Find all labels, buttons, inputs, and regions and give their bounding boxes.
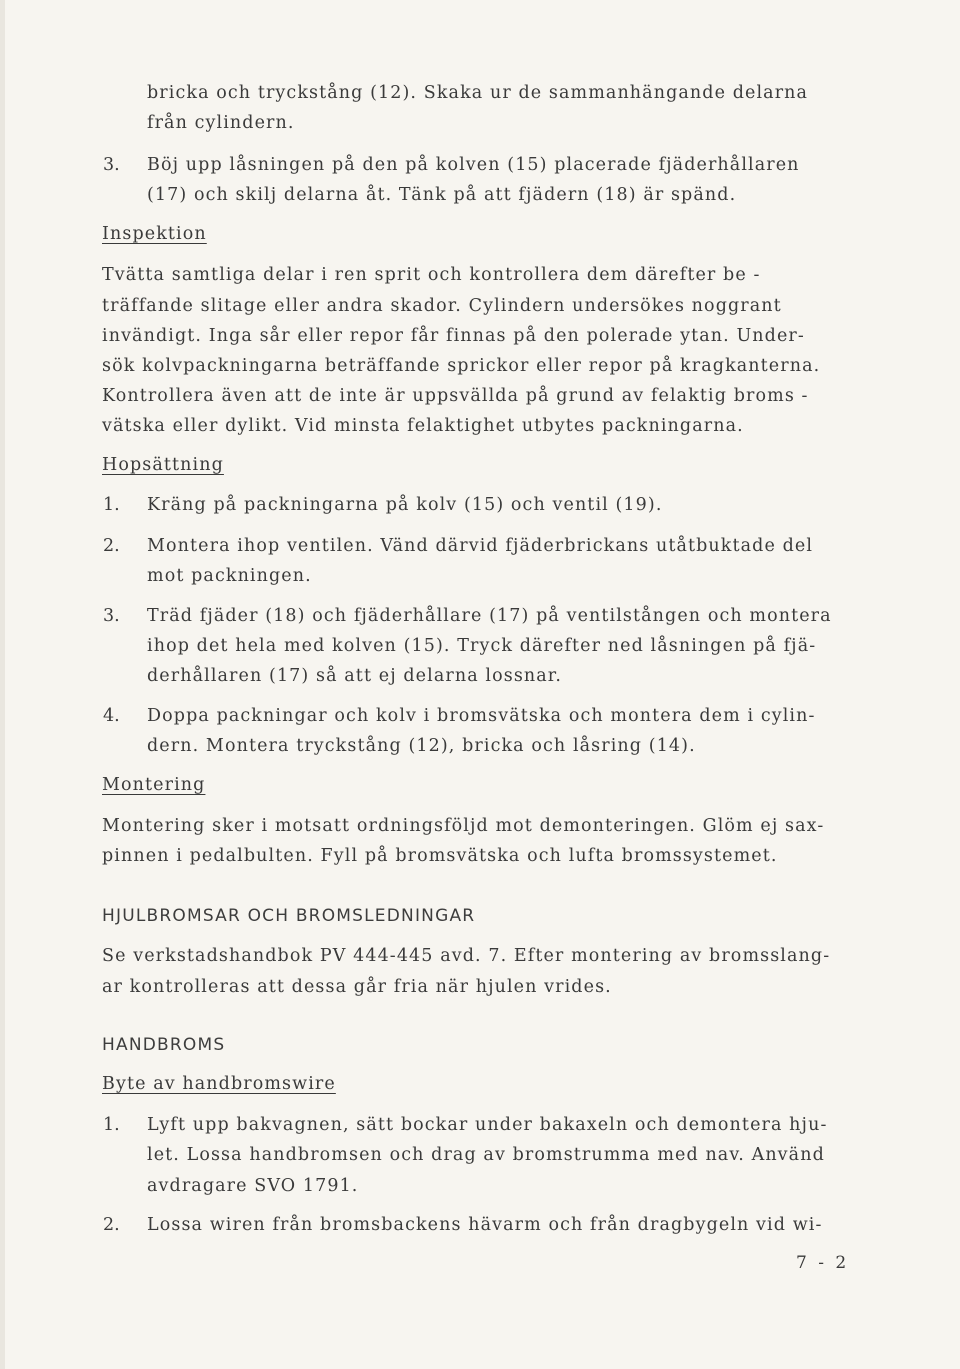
page-edge	[0, 0, 5, 1369]
list-number: 1.	[103, 495, 120, 515]
paragraph-line: Tvätta samtliga delar i ren sprit och kontrollera dem därefter be -	[102, 265, 761, 285]
paragraph-line: Se verkstadshandbok PV 444-445 avd. 7. Efter montering av bromsslang-	[102, 946, 831, 966]
list-item-line: Böj upp låsningen på den på kolven (15) placerade fjäderhållaren	[147, 155, 800, 175]
list-item-line: (17) och skilj delarna åt. Tänk på att fjädern (18) är spänd.	[147, 185, 737, 205]
list-number: 2.	[103, 536, 120, 556]
paragraph-line: pinnen i pedalbulten. Fyll på bromsvätska och lufta bromssystemet.	[102, 846, 778, 866]
paragraph-line: träffande slitage eller andra skador. Cylindern undersökes noggrant	[102, 296, 782, 316]
paragraph-line: från cylindern.	[147, 113, 295, 133]
list-item-line: Träd fjäder (18) och fjäderhållare (17) på ventilstången och montera	[147, 606, 832, 626]
paragraph-line: Montering sker i motsatt ordningsföljd mot demonteringen. Glöm ej sax-	[102, 816, 825, 836]
list-item-line: Montera ihop ventilen. Vänd därvid fjäderbrickans utåtbuktade del	[147, 536, 814, 556]
section-heading-hjulbromsar: HJULBROMSAR OCH BROMSLEDNINGAR	[102, 906, 476, 926]
subsection-heading-byte-av-handbromswire: Byte av handbromswire	[102, 1074, 336, 1094]
list-item-line: Lossa wiren från bromsbackens hävarm och från dragbygeln vid wi-	[147, 1215, 823, 1235]
section-heading-inspektion: Inspektion	[102, 224, 207, 244]
paragraph-line: vätska eller dylikt. Vid minsta felaktighet utbytes packningarna.	[102, 416, 744, 436]
list-item-line: avdragare SVO 1791.	[147, 1176, 359, 1196]
paragraph-line: invändigt. Inga sår eller repor får finnas på den polerade ytan. Under-	[102, 326, 805, 346]
list-item-line: Kräng på packningarna på kolv (15) och ventil (19).	[147, 495, 663, 515]
section-heading-montering: Montering	[102, 775, 206, 795]
list-item-line: let. Lossa handbromsen och drag av bromstrumma med nav. Använd	[147, 1145, 825, 1165]
paragraph-line: bricka och tryckstång (12). Skaka ur de sammanhängande delarna	[147, 83, 809, 103]
list-number: 2.	[103, 1215, 120, 1235]
list-number: 3.	[103, 155, 120, 175]
list-item-line: dern. Montera tryckstång (12), bricka och låsring (14).	[147, 736, 696, 756]
list-item-line: Lyft upp bakvagnen, sätt bockar under bakaxeln och demontera hju-	[147, 1115, 828, 1135]
section-heading-handbroms: HANDBROMS	[102, 1035, 226, 1055]
list-number: 4.	[103, 706, 120, 726]
paragraph-line: Kontrollera även att de inte är uppsvällda på grund av felaktig broms -	[102, 386, 809, 406]
page-number: 7 - 2	[796, 1253, 850, 1273]
list-number: 3.	[103, 606, 120, 626]
list-item-line: ihop det hela med kolven (15). Tryck därefter ned låsningen på fjä-	[147, 636, 817, 656]
list-item-line: mot packningen.	[147, 566, 312, 586]
paragraph-line: ar kontrolleras att dessa går fria när hjulen vrides.	[102, 977, 612, 997]
list-item-line: derhållaren (17) så att ej delarna lossnar.	[147, 666, 563, 686]
paragraph-line: sök kolvpackningarna beträffande sprickor eller repor på kragkanterna.	[102, 356, 821, 376]
list-item-line: Doppa packningar och kolv i bromsvätska och montera dem i cylin-	[147, 706, 816, 726]
section-heading-hopsattning: Hopsättning	[102, 455, 224, 475]
list-number: 1.	[103, 1115, 120, 1135]
